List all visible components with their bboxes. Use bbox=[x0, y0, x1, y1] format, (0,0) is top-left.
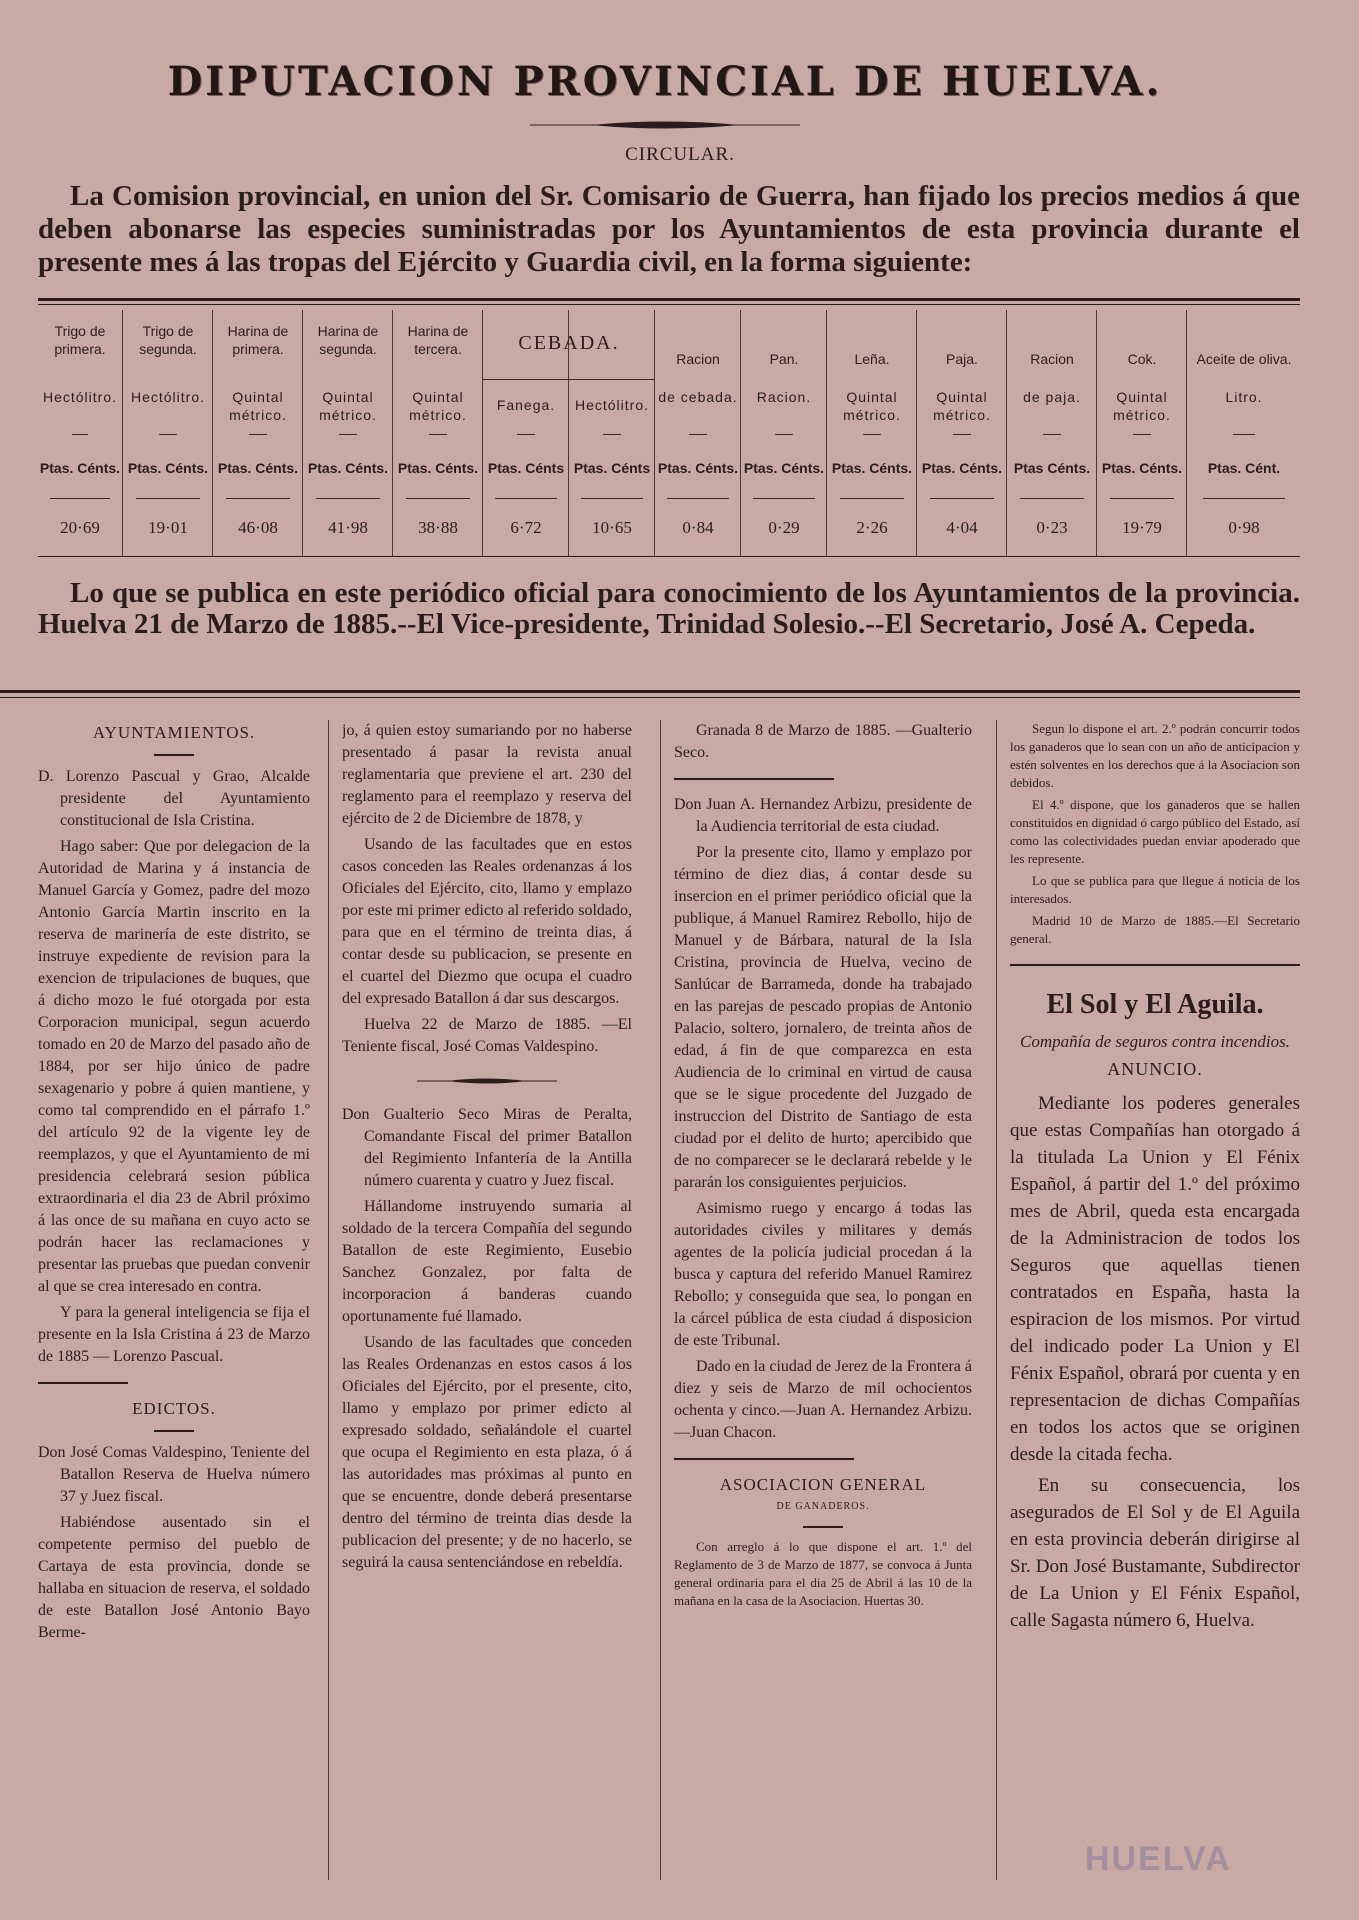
paragraph: Con arreglo á lo que dispone el art. 1.º del Reglamento de 3 de Marzo de 1877, se convoca á Junta general ordinaria para el dia 25 de Abril á las 10 de la mañana en la casa de la Asociacion. Huertas 30. bbox=[674, 1539, 972, 1608]
notice-heading: D. Lorenzo Pascual y Grao, Alcalde presidente del Ayuntamiento constitucional de Isla Cristina. bbox=[38, 768, 310, 829]
value-rule bbox=[1203, 498, 1285, 499]
paragraph: Granada 8 de Marzo de 1885. —Gualterio Seco. bbox=[674, 722, 972, 761]
paragraph: Hállandome instruyendo sumaria al soldado de la tercera Compañía del segundo Batallon de este Regimiento, Eusebio Sanchez Gonzalez, por falta de incorporacion á banderas cuando oportunamente fué llamado. bbox=[342, 1198, 632, 1325]
price-unit-label: de cebada. bbox=[658, 389, 738, 405]
cebada-group-header bbox=[482, 310, 655, 380]
value-rule bbox=[581, 498, 643, 499]
column-divider bbox=[996, 720, 997, 1880]
cebada-label: CEBADA. bbox=[518, 332, 620, 354]
rule bbox=[1010, 964, 1300, 966]
price-column bbox=[1096, 310, 1187, 556]
price-value: 0·23 bbox=[1036, 518, 1068, 537]
watermark-logo: HUELVA bbox=[1085, 1840, 1232, 1878]
table-bottom-rule bbox=[38, 556, 1300, 557]
price-item-label: Harina de primera. bbox=[227, 323, 289, 357]
price-item-label: Leña. bbox=[854, 351, 890, 367]
notice-heading: Don Gualterio Seco Miras de Peralta, Comandante Fiscal del primer Batallon del Regimiento Infantería de la Antilla número cuarenta y cuatro y Juez fiscal. bbox=[342, 1106, 632, 1189]
price-item-label: Cok. bbox=[1127, 351, 1157, 367]
dash-rule bbox=[339, 434, 357, 435]
section-edictos: EDICTOS. bbox=[132, 1399, 216, 1418]
price-column bbox=[1186, 310, 1301, 556]
price-currency-label: Ptas. Cénts. bbox=[1101, 460, 1183, 476]
paragraph: Habiéndose ausentado sin el competente permiso del pueblo de Cartaya de esta provincia, donde se hallaba en situacion de reserva, el soldado de este Batallon José Antonio Bayo Berme- bbox=[38, 1514, 310, 1641]
paragraph: Lo que se publica para que llegue á noticia de los interesados. bbox=[1010, 873, 1300, 906]
paragraph: Madrid 10 de Marzo de 1885.—El Secretario general. bbox=[1010, 913, 1300, 946]
price-currency-label: Ptas. Cént. bbox=[1207, 460, 1281, 476]
price-value: 41·98 bbox=[328, 518, 368, 537]
price-unit-label: Quintal métrico. bbox=[319, 389, 377, 423]
paragraph: En su consecuencia, los asegurados de El Sol y de El Aguila en esta provincia deberán dirigirse al Sr. Don José Bustamante, Subdirector de La Union y El Fénix Español, calle Sagasta número 6, Huelva. bbox=[1010, 1475, 1300, 1631]
price-column bbox=[212, 310, 303, 556]
intro-paragraph: La Comision provincial, en union del Sr. Comisario de Guerra, han fijado los precios medios á que deben abonarse las especies suministradas por los Ayuntamientos de esta provincia durante el presente mes á las tropas del Ejército y Guardia civil, en la forma siguiente: bbox=[38, 180, 1300, 278]
ad-title: El Sol y El Aguila. bbox=[1046, 989, 1264, 1020]
masthead-title: DIPUTACION PROVINCIAL DE HUELVA. bbox=[167, 58, 1163, 105]
price-item-label: Racion bbox=[676, 351, 720, 367]
dash-rule bbox=[689, 434, 706, 435]
price-currency-label: Ptas. Cénts. bbox=[397, 460, 479, 476]
price-unit-label: Quintal métrico. bbox=[933, 389, 991, 423]
price-column bbox=[392, 310, 483, 556]
price-column bbox=[916, 310, 1007, 556]
price-value: 19·79 bbox=[1122, 518, 1162, 537]
price-value: 0·84 bbox=[682, 518, 714, 537]
value-rule bbox=[1110, 498, 1175, 499]
value-rule bbox=[753, 498, 815, 499]
value-rule bbox=[1020, 498, 1085, 499]
paragraph: Usando de las facultades que conceden las Reales Ordenanzas en estos casos á los Oficiales del Ejército, por el presente, cito, llamo y emplazo por primer edicto al expresado soldado, señalándole el cuartel que ocupa el Regimiento en esta plaza, ó á las autoridades mas próximas al punto en que se encuentre, donde deberá presentarse dentro del término de treinta dias desde la publicacion del presente; y de no hacerlo, se seguirá la causa sentenciándose en rebeldía. bbox=[342, 1334, 632, 1571]
price-value: 4·04 bbox=[946, 518, 978, 537]
price-currency-label: Ptas. Cénts. bbox=[921, 460, 1003, 476]
price-unit-label: Quintal métrico. bbox=[409, 389, 467, 423]
ad-anuncio: ANUNCIO. bbox=[1107, 1059, 1203, 1079]
dash-rule bbox=[953, 434, 971, 435]
value-rule bbox=[316, 498, 381, 499]
price-currency-label: Ptas. Cénts. bbox=[127, 460, 209, 476]
price-currency-label: Ptas. Cénts. bbox=[39, 460, 121, 476]
price-item-label: Harina de segunda. bbox=[317, 323, 379, 357]
price-item-label: Harina de tercera. bbox=[407, 323, 469, 357]
price-unit-label: Hectólitro. bbox=[42, 389, 118, 405]
price-item-label: Aceite de oliva. bbox=[1196, 351, 1292, 367]
price-value: 6·72 bbox=[510, 518, 542, 537]
paragraph: Segun lo dispone el art. 2.º podrán concurrir todos los ganaderos que lo sean con un año de anticipacion y estén solventes en los derechos que á la Asociacion son debidos. bbox=[1010, 721, 1300, 790]
dash-rule bbox=[159, 434, 177, 435]
paragraph: Asimismo ruego y encargo á todas las autoridades civiles y militares y demás agentes de la policía judicial procedan á la busca y captura del referido Manuel Ramirez Rebollo; y conseguida que sea, lo pongan en la cárcel pública de esta ciudad á disposicion de este Tribunal. bbox=[674, 1200, 972, 1349]
price-item-label: Trigo de segunda. bbox=[139, 323, 197, 357]
price-table bbox=[38, 310, 1300, 556]
price-currency-label: Ptas. Cénts. bbox=[657, 460, 739, 476]
price-value: 19·01 bbox=[148, 518, 188, 537]
value-rule bbox=[50, 498, 111, 499]
section-ganaderos: DE GANADEROS. bbox=[776, 1501, 870, 1512]
price-unit-label: Quintal métrico. bbox=[843, 389, 901, 423]
paragraph: Por la presente cito, llamo y emplazo por término de diez dias, á contar desde su insercion en el primer periódico oficial que la publique, á Manuel Ramirez Rebollo, hijo de Manuel y de Bárbara, natural de la Isla Cristina, provincia de Huelva, vecino de Sanlúcar de Barrameda, donde ha trabajado en las parejas de pescado propias de Antonio Palacio, soltero, jornalero, de treinta años de edad, á fin de que comparezca en esta Audiencia de lo criminal en virtud de causa que se le sigue procedente del Juzgado de instruccion del Distrito de Santiago de esta ciudad por el delito de hurto; apercibido que de no comparecer se le declarará rebelde y le pararán los consiguientes perjuicios. bbox=[674, 844, 972, 1191]
short-rule bbox=[803, 1526, 843, 1528]
price-unit-label: Hectólitro. bbox=[130, 389, 206, 405]
dash-rule bbox=[1233, 434, 1256, 435]
price-column bbox=[38, 310, 122, 556]
dash-rule bbox=[863, 434, 881, 435]
table-top-rule-thin bbox=[38, 304, 1300, 305]
ornament-divider bbox=[417, 1076, 557, 1086]
column-1 bbox=[38, 720, 310, 1880]
ad-subtitle: Compañía de seguros contra incendios. bbox=[1020, 1032, 1290, 1051]
price-currency-label: Ptas. Cénts. bbox=[743, 460, 825, 476]
price-value: 2·26 bbox=[856, 518, 888, 537]
section-rule bbox=[0, 690, 1300, 693]
paragraph: Usando de las facultades que en estos casos conceden las Reales ordenanzas á los Oficiales del Ejército, cito, llamo y emplazo por este mi primer edicto al referido soldado, para que en el término de treinta dias, á contar desde su publicacion, se presente en el cuartel del Diezmo que ocupa el cuadro del expresado Batallon á dar sus descargos. bbox=[342, 836, 632, 1007]
paragraph: Dado en la ciudad de Jerez de la Frontera á diez y seis de Marzo de mil ochocientos ochenta y cinco.—Juan A. Hernandez Arbizu.—Juan Chacon. bbox=[674, 1358, 972, 1441]
notice-heading: Don José Comas Valdespino, Teniente del Batallon Reserva de Huelva número 37 y Juez fiscal. bbox=[38, 1444, 310, 1505]
ornament-divider bbox=[530, 118, 800, 132]
price-currency-label: Ptas Cénts. bbox=[1013, 460, 1091, 476]
price-item-label: Trigo de primera. bbox=[54, 323, 106, 357]
price-column bbox=[302, 310, 393, 556]
price-item-label: Racion bbox=[1030, 351, 1074, 367]
price-currency-label: Ptas. Cénts bbox=[487, 460, 565, 476]
short-rule bbox=[154, 1430, 194, 1432]
dash-rule bbox=[517, 434, 534, 435]
price-unit-label: Quintal métrico. bbox=[229, 389, 287, 423]
price-item-label: Paja. bbox=[946, 351, 978, 367]
rule bbox=[38, 1382, 128, 1384]
paragraph: Y para la general inteligencia se fija el presente en la Isla Cristina á 23 de Marzo de 1885 — Lorenzo Pascual. bbox=[38, 1304, 310, 1365]
dash-rule bbox=[1133, 434, 1151, 435]
paragraph: jo, á quien estoy sumariando por no haberse presentado á pasar la revista anual reglamentaria que previene el art. 230 del reglamento para el reemplazo y reserva del ejército de 2 de Diciembre de 1878, y bbox=[342, 722, 632, 827]
price-currency-label: Ptas. Cénts. bbox=[217, 460, 299, 476]
dash-rule bbox=[1043, 434, 1061, 435]
paragraph: Huelva 22 de Marzo de 1885. —El Teniente fiscal, José Comas Valdespino. bbox=[342, 1016, 632, 1055]
paragraph: El 4.º dispone, que los ganaderos que se hallen constituidos en dignidad ó cargo público del Estado, así como las colectividades puedan enviar apoderado que les represente. bbox=[1010, 797, 1300, 866]
value-rule bbox=[840, 498, 905, 499]
column-2 bbox=[342, 720, 632, 1880]
price-value: 20·69 bbox=[60, 518, 100, 537]
value-rule bbox=[136, 498, 201, 499]
value-rule bbox=[495, 498, 557, 499]
price-column bbox=[122, 310, 213, 556]
price-unit-label: Litro. bbox=[1225, 389, 1263, 405]
price-currency-label: Ptas. Cénts bbox=[573, 460, 651, 476]
value-rule bbox=[667, 498, 729, 499]
section-asociacion: ASOCIACION GENERAL bbox=[719, 1475, 927, 1494]
notice-heading: Don Juan A. Hernandez Arbizu, presidente de la Audiencia territorial de esta ciudad. bbox=[674, 796, 972, 835]
ad-body bbox=[1010, 1090, 1300, 1634]
price-unit-label: de paja. bbox=[1023, 389, 1081, 405]
paragraph: Hago saber: Que por delegacion de la Autoridad de Marina y á instancia de Manuel García y Gomez, padre del mozo Antonio García Martin inscrito en la reserva de marinería de este distrito, se instruye expediente de revision para la exencion de tripulaciones de buques, que á dicho mozo le fué otorgada por esta Corporacion municipal, segun acuerdo tomado en 20 de Marzo del pasado año de 1884, por ser hijo único de padre sexagenario y pobre á quien mantiene, y como tal comprendido en el párrafo 1.º del artículo 92 de la vigente ley de reemplazos, y que el Ayuntamiento de mi presidencia celebrará sesion pública extraordinaria el dia 23 de Abril próximo á las once de su mañana en cuyo acto se podrán hacer las reclamaciones y presentar las pruebas que puedan convenir al que se crea interesado en contra. bbox=[38, 838, 310, 1295]
circular-heading: CIRCULAR. bbox=[625, 144, 735, 165]
price-currency-label: Ptas. Cénts. bbox=[831, 460, 913, 476]
cebada-underline bbox=[483, 379, 655, 380]
closing-paragraph: Lo que se publica en este periódico oficial para conocimiento de los Ayuntamientos de la provincia. Huelva 21 de Marzo de 1885.--El Vice-presidente, Trinidad Solesio.--El Secretario, José A. Cepeda. bbox=[38, 577, 1300, 640]
price-item-label: Pan. bbox=[769, 351, 799, 367]
paragraph: Mediante los poderes generales que estas Compañías han otorgado á la titulada La Union y El Fénix Español, á partir del 1.º del próximo mes de Abril, queda esta encargada de la Administracion de todos los Seguros que aquellas tienen contratados en España, hasta la espiracion de los mismos. Por virtud del indicado poder La Union y El Fénix Español, obrará por cuenta y en representacion de dichas Compañías en todos los actos que se originen desde la citada fecha. bbox=[1010, 1093, 1300, 1465]
price-value: 0·98 bbox=[1228, 518, 1260, 537]
price-unit-label: Fanega. bbox=[496, 397, 556, 413]
dash-rule bbox=[72, 434, 89, 435]
rule bbox=[674, 1458, 854, 1460]
price-value: 10·65 bbox=[592, 518, 632, 537]
column-divider bbox=[328, 720, 329, 1880]
price-value: 46·08 bbox=[238, 518, 278, 537]
price-column bbox=[826, 310, 917, 556]
dash-rule bbox=[249, 434, 267, 435]
value-rule bbox=[930, 498, 995, 499]
price-value: 38·88 bbox=[418, 518, 458, 537]
price-column bbox=[1006, 310, 1097, 556]
dash-rule bbox=[429, 434, 447, 435]
table-top-rule bbox=[38, 298, 1300, 301]
price-currency-label: Ptas. Cénts. bbox=[307, 460, 389, 476]
dash-rule bbox=[775, 434, 792, 435]
price-column bbox=[740, 310, 827, 556]
price-unit-label: Racion. bbox=[756, 389, 812, 405]
price-unit-label: Quintal métrico. bbox=[1113, 389, 1171, 423]
short-rule bbox=[154, 754, 194, 756]
rule bbox=[674, 778, 834, 780]
dash-rule bbox=[603, 434, 620, 435]
section-ayuntamientos: AYUNTAMIENTOS. bbox=[92, 723, 256, 742]
column-4 bbox=[1010, 720, 1300, 1880]
section-rule-thin bbox=[0, 697, 1300, 698]
price-unit-label: Hectólitro. bbox=[574, 397, 650, 413]
value-rule bbox=[406, 498, 471, 499]
column-divider bbox=[660, 720, 661, 1880]
column-3 bbox=[674, 720, 972, 1880]
price-value: 0·29 bbox=[768, 518, 800, 537]
value-rule bbox=[226, 498, 291, 499]
price-column bbox=[654, 310, 741, 556]
